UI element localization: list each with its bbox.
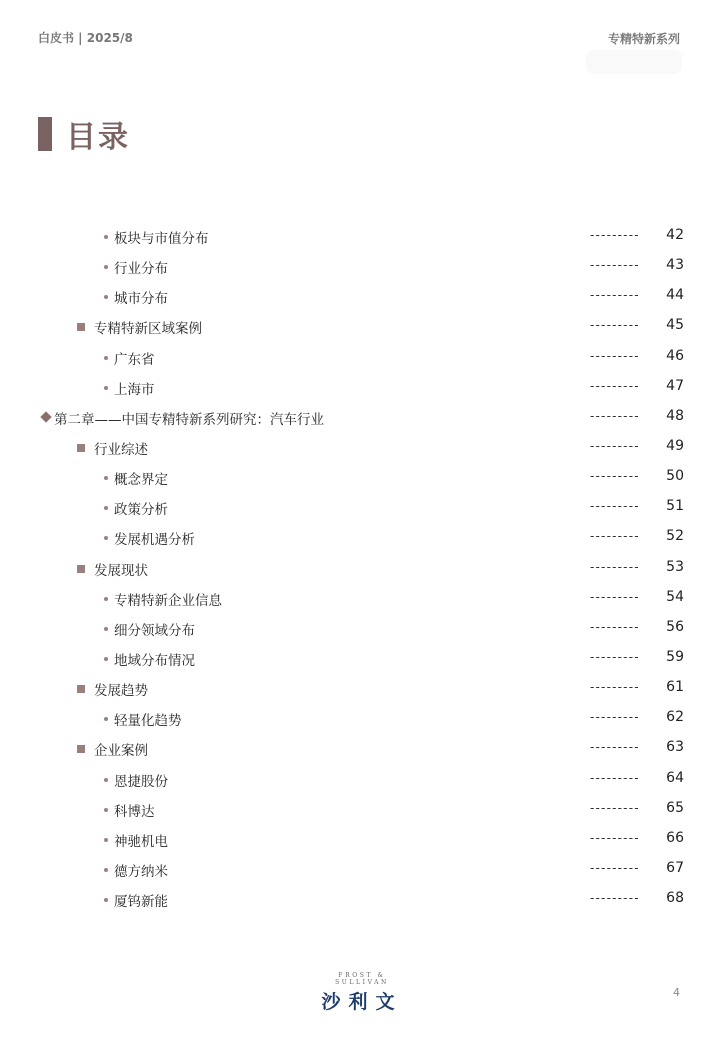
toc-leader-dashes: --------- <box>590 770 640 785</box>
toc-entry[interactable] <box>0 704 720 734</box>
toc-page-number: 66 <box>666 829 684 846</box>
toc-leader-dashes: --------- <box>590 740 640 755</box>
toc-entry-label: 概念界定 <box>114 472 168 489</box>
dot-bullet-icon <box>104 597 108 601</box>
toc-entry-label: 神驰机电 <box>114 833 168 850</box>
toc-leader-dashes: --------- <box>590 680 640 695</box>
toc-entry-label: 恩捷股份 <box>114 773 168 790</box>
toc-entry[interactable] <box>0 373 720 403</box>
toc-page-number: 67 <box>666 859 684 876</box>
dot-bullet-icon <box>104 627 108 631</box>
toc-entry[interactable] <box>0 825 720 855</box>
toc-entry[interactable] <box>0 463 720 493</box>
dot-bullet-icon <box>104 808 108 812</box>
toc-page-number: 45 <box>666 317 684 334</box>
toc-entry[interactable] <box>0 252 720 282</box>
title-accent-bar <box>38 117 52 151</box>
toc-entry[interactable] <box>0 644 720 674</box>
toc-entry-label: 厦钨新能 <box>114 894 168 911</box>
toc-entry-label: 上海市 <box>114 381 155 398</box>
dot-bullet-icon <box>104 265 108 269</box>
diamond-bullet-icon <box>40 411 51 422</box>
logo-chinese-text: 沙利文 <box>321 991 403 1013</box>
toc-entry[interactable] <box>0 885 720 915</box>
square-bullet-icon <box>77 444 85 452</box>
header-series-text: 专精特新系列 <box>607 32 680 46</box>
toc-entry[interactable] <box>0 343 720 373</box>
toc-leader-dashes: --------- <box>590 800 640 815</box>
toc-entry[interactable] <box>0 855 720 885</box>
toc-page-number: 48 <box>666 407 684 424</box>
toc-leader-dashes: --------- <box>590 469 640 484</box>
toc-entry[interactable] <box>0 222 720 252</box>
toc-entry-label: 行业分布 <box>114 261 168 278</box>
toc-leader-dashes: --------- <box>590 499 640 514</box>
page-title-block <box>38 114 130 154</box>
dot-bullet-icon <box>104 536 108 540</box>
toc-leader-dashes: --------- <box>590 378 640 393</box>
page-number: 4 <box>673 986 680 999</box>
toc-page-number: 46 <box>666 347 684 364</box>
toc-page-number: 54 <box>666 588 684 605</box>
toc-entry-label: 地域分布情况 <box>114 653 195 670</box>
toc-page-number: 62 <box>666 709 684 726</box>
toc-leader-dashes: --------- <box>590 589 640 604</box>
square-bullet-icon <box>77 745 85 753</box>
toc-page-number: 63 <box>666 739 684 756</box>
header-left-text: 白皮书 | 2025/8 <box>38 31 133 45</box>
toc-entry-label: 城市分布 <box>114 291 168 308</box>
toc-entry-label: 第二章——中国专精特新系列研究：汽车行业 <box>54 411 324 428</box>
dot-bullet-icon <box>104 386 108 390</box>
toc-page-number: 43 <box>666 257 684 274</box>
toc-leader-dashes: --------- <box>590 649 640 664</box>
toc-leader-dashes: --------- <box>590 258 640 273</box>
toc-leader-dashes: --------- <box>590 408 640 423</box>
header-watermark <box>586 50 682 74</box>
toc-leader-dashes: --------- <box>590 830 640 845</box>
table-of-contents <box>0 222 720 915</box>
toc-leader-dashes: --------- <box>590 891 640 906</box>
toc-leader-dashes: --------- <box>590 288 640 303</box>
toc-entry[interactable] <box>0 584 720 614</box>
toc-entry[interactable] <box>0 403 720 433</box>
toc-leader-dashes: --------- <box>590 318 640 333</box>
toc-entry[interactable] <box>0 433 720 463</box>
dot-bullet-icon <box>104 838 108 842</box>
toc-page-number: 64 <box>666 769 684 786</box>
dot-bullet-icon <box>104 778 108 782</box>
toc-entry-label: 企业案例 <box>94 743 148 760</box>
toc-entry-label: 发展机遇分析 <box>114 532 195 549</box>
toc-page-number: 59 <box>666 648 684 665</box>
dot-bullet-icon <box>104 235 108 239</box>
dot-bullet-icon <box>104 476 108 480</box>
toc-leader-dashes: --------- <box>590 619 640 634</box>
toc-page-number: 49 <box>666 437 684 454</box>
toc-entry[interactable] <box>0 734 720 764</box>
toc-entry-label: 轻量化趋势 <box>114 713 182 730</box>
toc-entry[interactable] <box>0 795 720 825</box>
toc-entry[interactable] <box>0 282 720 312</box>
toc-entry-label: 科博达 <box>114 803 155 820</box>
toc-page-number: 61 <box>666 679 684 696</box>
toc-entry-label: 发展现状 <box>94 562 148 579</box>
dot-bullet-icon <box>104 506 108 510</box>
toc-page-number: 56 <box>666 618 684 635</box>
toc-entry-label: 政策分析 <box>114 502 168 519</box>
toc-page-number: 52 <box>666 528 684 545</box>
toc-page-number: 50 <box>666 468 684 485</box>
toc-entry[interactable] <box>0 493 720 523</box>
toc-entry-label: 专精特新区域案例 <box>94 321 202 338</box>
toc-entry[interactable] <box>0 674 720 704</box>
dot-bullet-icon <box>104 356 108 360</box>
toc-page-number: 47 <box>666 377 684 394</box>
toc-entry-label: 广东省 <box>114 351 155 368</box>
toc-leader-dashes: --------- <box>590 710 640 725</box>
square-bullet-icon <box>77 323 85 331</box>
toc-leader-dashes: --------- <box>590 529 640 544</box>
toc-entry-label: 德方纳米 <box>114 864 168 881</box>
toc-entry[interactable] <box>0 614 720 644</box>
toc-page-number: 65 <box>666 799 684 816</box>
toc-entry-label: 板块与市值分布 <box>114 231 209 248</box>
toc-entry-label: 专精特新企业信息 <box>114 592 222 609</box>
square-bullet-icon <box>77 565 85 573</box>
toc-entry[interactable] <box>0 554 720 584</box>
square-bullet-icon <box>77 685 85 693</box>
toc-entry[interactable] <box>0 312 720 342</box>
dot-bullet-icon <box>104 868 108 872</box>
toc-entry-label: 发展趋势 <box>94 683 148 700</box>
toc-page-number: 44 <box>666 287 684 304</box>
toc-page-number: 53 <box>666 558 684 575</box>
dot-bullet-icon <box>104 717 108 721</box>
dot-bullet-icon <box>104 295 108 299</box>
toc-leader-dashes: --------- <box>590 559 640 574</box>
toc-page-number: 51 <box>666 498 684 515</box>
frost-sullivan-logo <box>310 972 414 1014</box>
toc-page-number: 42 <box>666 227 684 243</box>
toc-entry[interactable] <box>0 523 720 553</box>
toc-leader-dashes: --------- <box>590 438 640 453</box>
toc-entry-label: 细分领域分布 <box>114 622 195 639</box>
toc-leader-dashes: --------- <box>590 860 640 875</box>
toc-entry-label: 行业综述 <box>94 442 148 459</box>
toc-page-number: 68 <box>666 890 684 907</box>
logo-english-text: FROST & SULLIVAN <box>335 972 389 986</box>
dot-bullet-icon <box>104 657 108 661</box>
toc-leader-dashes: --------- <box>590 228 640 242</box>
toc-entry[interactable] <box>0 765 720 795</box>
page-title: 目录 <box>66 120 130 155</box>
dot-bullet-icon <box>104 898 108 902</box>
toc-leader-dashes: --------- <box>590 348 640 363</box>
